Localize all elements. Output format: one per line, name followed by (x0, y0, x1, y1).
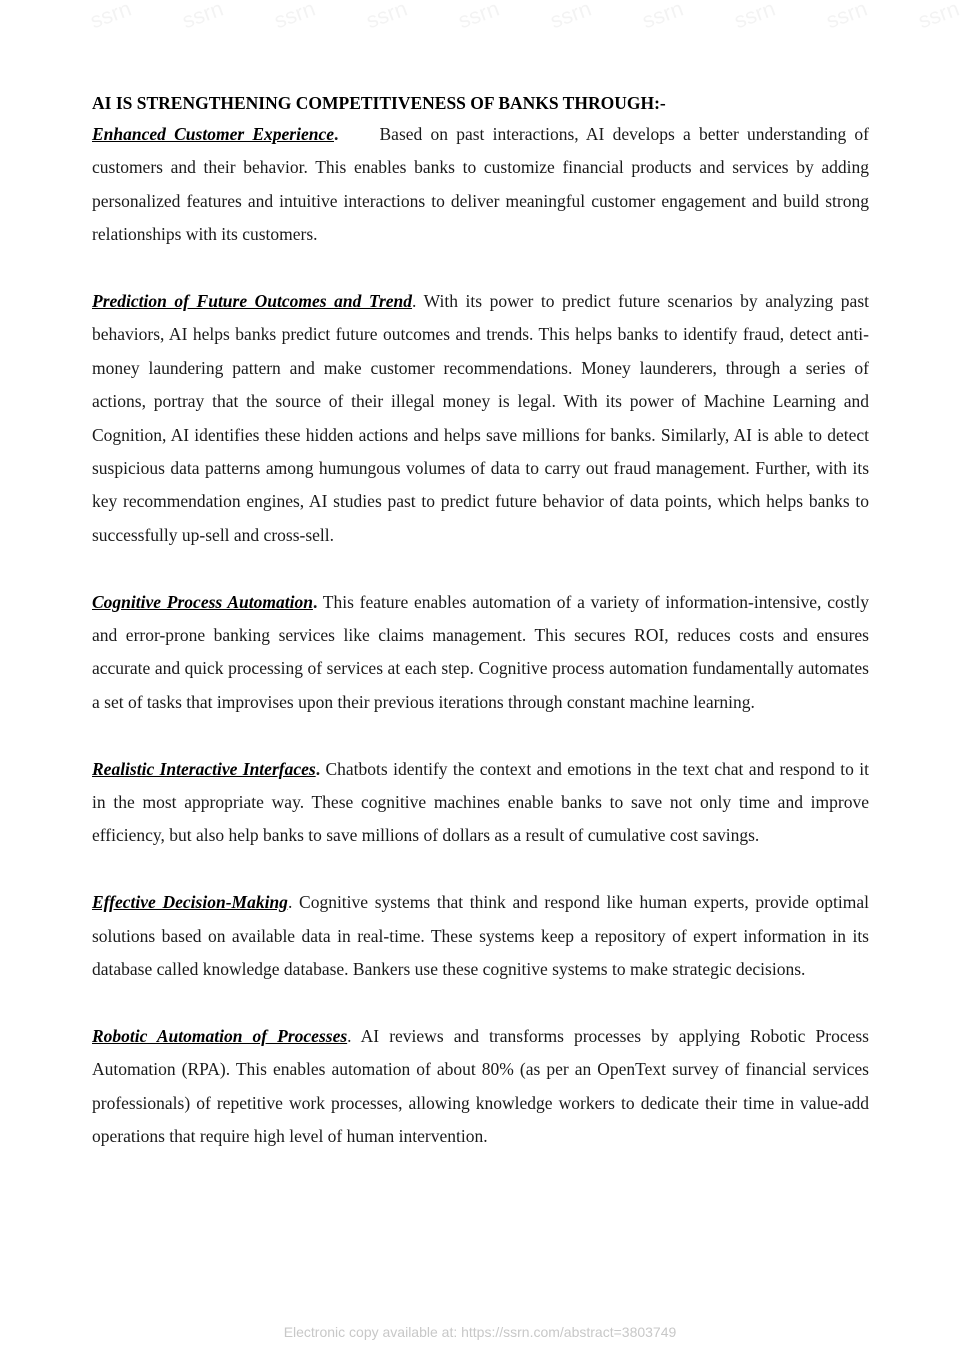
paragraph-text: With its power to predict future scenarios by analyzing past behaviors, AI helps banks predict future outcomes and trends. This helps banks to identify fraud, detect anti-money laundering pattern and make customer recommendations. Money launderers, through a series of actions, portray that the source of their illegal money is legal. With its power of Machine Learning and Cognition, AI identifies these hidden actions and helps save millions for banks. Similarly, AI is able to detect suspicious data patterns among humungous volumes of data to carry out fraud management. Further, with its key recommendation engines, AI studies past to predict future behavior of data points, which helps banks to successfully up-sell and cross-sell. (92, 291, 870, 545)
paragraph-title: Robotic Automation of Processes (92, 1025, 348, 1046)
paragraph-title: Enhanced Customer Experience (92, 124, 335, 144)
paragraph-prediction (92, 285, 869, 552)
paragraph-title: Cognitive Process Automation (92, 591, 313, 612)
section-heading: AI IS STRENGTHENING COMPETITIVENESS OF BANKS THROUGH:- (92, 93, 666, 113)
title-punct: . (347, 1025, 352, 1046)
paragraph-title: Effective Decision-Making (92, 892, 288, 913)
document-body (92, 88, 869, 1154)
watermark-mark (915, 0, 960, 34)
paragraph-realistic-interfaces (92, 753, 869, 853)
watermark-mark (179, 0, 227, 34)
paragraph-text: Based on past interactions, AI develops a better understanding of customers and their behavior. This enables banks to customize financial products and services by adding personalized features and intuitive interactions to deliver meaningful customer engagement and build strong relationships with its customers. (92, 124, 869, 245)
paragraph-text: Chatbots identify the context and emotions in the text chat and respond to it in the most appropriate way. These cognitive machines enable banks to save not only time and improve efficiency, but also help banks to save millions of dollars as a result of cumulative cost savings. (92, 758, 869, 846)
paragraph-text: AI reviews and transforms processes by applying Robotic Process Automation (RPA). This enables automation of about 80% (as per an OpenText survey of financial services professionals) of repetitive work processes, allowing knowledge workers to dedicate their time in value-add operations that require high level of human intervention. (92, 1025, 869, 1147)
watermark-mark (363, 0, 411, 34)
paragraph-cognitive-process-automation (92, 586, 869, 720)
watermark-mark (271, 0, 319, 34)
watermark-mark (639, 0, 687, 34)
title-punct: . (315, 758, 321, 779)
watermark-mark (823, 0, 871, 34)
paragraph-title: Prediction of Future Outcomes and Trend (92, 291, 413, 312)
paragraph-robotic-automation (92, 1020, 869, 1154)
watermark-mark (547, 0, 595, 34)
watermark-mark (455, 0, 503, 34)
title-punct: . (334, 124, 339, 144)
paragraph-text: This feature enables automation of a variety of information-intensive, costly and error-prone banking services like claims management. This secures ROI, reduces costs and ensures accurate and quick processing of services at each step. Cognitive process automation fundamentally automates a set of tasks that improvises upon their previous iterations through constant machine learning. (92, 591, 869, 712)
title-punct: . (312, 591, 318, 612)
watermark-mark (731, 0, 779, 34)
title-punct: . (287, 892, 293, 913)
paragraph-effective-decision-making (92, 886, 869, 986)
paragraph-title: Realistic Interactive Interfaces (92, 758, 316, 779)
footer-ssrn-link[interactable]: Electronic copy available at: https://ssrn.com/abstract=3803749 (283, 1324, 677, 1340)
watermark-mark (87, 0, 135, 34)
watermark (0, 2, 960, 42)
paragraph-enhanced-customer-experience (92, 118, 869, 252)
title-punct: . (412, 291, 417, 312)
paragraph-text: Cognitive systems that think and respond like human experts, provide optimal solutions based on available data in real-time. These systems keep a repository of expert information in its database called knowledge database. Bankers use these cognitive systems to make strategic decisions. (92, 892, 870, 980)
